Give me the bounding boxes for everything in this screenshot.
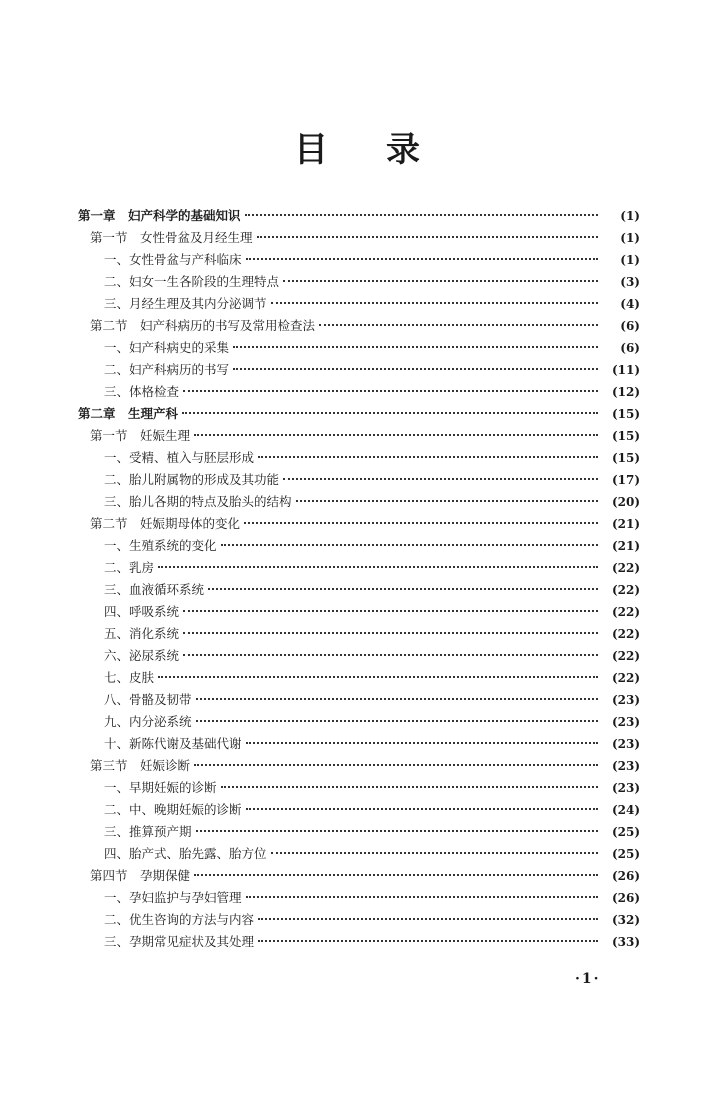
- toc-entry-label: 第二节 妊娠期母体的变化: [90, 516, 241, 531]
- dot-leader: [245, 214, 598, 216]
- toc-entry-item: [78, 887, 640, 909]
- dot-leader: [283, 478, 598, 480]
- toc-entry-label: 七、皮肤: [104, 670, 155, 685]
- dot-leader: [183, 632, 598, 634]
- toc-entry-page: (1): [620, 209, 640, 223]
- toc-entry-page: (15): [611, 429, 640, 443]
- toc-entry-item: [78, 645, 640, 667]
- toc-entry-page: (23): [611, 737, 640, 751]
- toc-entry-item: [78, 821, 640, 843]
- toc-entry-page: (6): [620, 341, 640, 355]
- toc-entry-label: 二、胎儿附属物的形成及其功能: [104, 472, 280, 487]
- dot-leader: [196, 830, 598, 832]
- dot-leader: [194, 764, 598, 766]
- toc-entry-item: [78, 381, 640, 403]
- dot-leader: [233, 368, 598, 370]
- dot-leader: [196, 720, 598, 722]
- toc-entry-label: 第三节 妊娠诊断: [90, 758, 191, 773]
- toc-entry-item: [78, 469, 640, 491]
- toc-entry-label: 六、泌尿系统: [104, 648, 180, 663]
- dot-leader: [233, 346, 598, 348]
- dot-leader: [183, 390, 598, 392]
- toc-entry-page: (33): [611, 935, 640, 949]
- dot-leader: [257, 236, 598, 238]
- dot-leader: [271, 302, 598, 304]
- dot-leader: [182, 412, 598, 414]
- dot-leader: [194, 874, 598, 876]
- toc-entry-page: (25): [611, 847, 640, 861]
- toc-entry-chapter: [78, 205, 640, 227]
- dot-leader: [183, 610, 598, 612]
- toc-entry-page: (22): [611, 561, 640, 575]
- toc-entry-label: 一、妇产科病史的采集: [104, 340, 230, 355]
- dot-leader: [246, 896, 598, 898]
- toc-entry-page: (23): [611, 759, 640, 773]
- toc-entry-page: (12): [611, 385, 640, 399]
- toc-entry-page: (22): [611, 627, 640, 641]
- dot-leader: [221, 544, 598, 546]
- dot-leader: [196, 698, 598, 700]
- toc-entry-item: [78, 359, 640, 381]
- toc-entry-item: [78, 909, 640, 931]
- toc-entry-item: [78, 249, 640, 271]
- dot-leader: [244, 522, 598, 524]
- toc-entry-page: (21): [611, 517, 640, 531]
- toc-entry-section: [78, 755, 640, 777]
- dot-leader: [258, 918, 598, 920]
- toc-entry-page: (21): [611, 539, 640, 553]
- toc-entry-section: [78, 315, 640, 337]
- toc-entry-label: 第一章 妇产科学的基础知识: [78, 208, 241, 223]
- dot-leader: [271, 852, 598, 854]
- toc-entry-page: (20): [611, 495, 640, 509]
- toc-entry-label: 三、月经生理及其内分泌调节: [104, 296, 267, 311]
- toc-entry-label: 三、血液循环系统: [104, 582, 205, 597]
- toc-entry-page: (15): [611, 407, 640, 421]
- dot-leader: [158, 566, 598, 568]
- dot-leader: [258, 940, 598, 942]
- toc-entry-page: (26): [611, 891, 640, 905]
- toc-entry-item: [78, 601, 640, 623]
- toc-entry-section: [78, 425, 640, 447]
- dot-leader: [258, 456, 598, 458]
- toc-entry-item: [78, 689, 640, 711]
- dot-leader: [283, 280, 598, 282]
- toc-entry-label: 一、女性骨盆与产科临床: [104, 252, 242, 267]
- toc-entry-page: (23): [611, 693, 640, 707]
- toc-entry-label: 第一节 女性骨盆及月经生理: [90, 230, 253, 245]
- toc-entry-item: [78, 557, 640, 579]
- dot-leader: [194, 434, 598, 436]
- dot-leader: [246, 742, 598, 744]
- toc-entry-page: (11): [611, 363, 640, 377]
- toc-entry-label: 四、胎产式、胎先露、胎方位: [104, 846, 267, 861]
- toc-entry-label: 二、中、晚期妊娠的诊断: [104, 802, 242, 817]
- toc-entry-label: 第二节 妇产科病历的书写及常用检查法: [90, 318, 316, 333]
- toc-entry-label: 三、孕期常见症状及其处理: [104, 934, 255, 949]
- toc-entry-label: 五、消化系统: [104, 626, 180, 641]
- toc-entry-item: [78, 733, 640, 755]
- dot-leader: [158, 676, 598, 678]
- toc-entry-item: [78, 535, 640, 557]
- toc-entry-label: 三、推算预产期: [104, 824, 192, 839]
- toc-entry-label: 一、早期妊娠的诊断: [104, 780, 217, 795]
- toc-entry-page: (1): [620, 231, 640, 245]
- toc-entry-item: [78, 293, 640, 315]
- toc-entry-item: [78, 799, 640, 821]
- toc-entry-item: [78, 447, 640, 469]
- toc-entry-page: (32): [611, 913, 640, 927]
- dot-leader: [319, 324, 598, 326]
- toc-entry-page: (22): [611, 605, 640, 619]
- toc-entry-label: 二、优生咨询的方法与内容: [104, 912, 255, 927]
- toc-entry-page: (6): [620, 319, 640, 333]
- toc-entry-page: (15): [611, 451, 640, 465]
- toc-entry-label: 九、内分泌系统: [104, 714, 192, 729]
- toc-entry-page: (1): [620, 253, 640, 267]
- toc-entry-item: [78, 337, 640, 359]
- toc-entry-item: [78, 843, 640, 865]
- toc-entry-page: (22): [611, 583, 640, 597]
- toc-entry-label: 十、新陈代谢及基础代谢: [104, 736, 242, 751]
- toc-entry-page: (4): [620, 297, 640, 311]
- toc-entry-label: 一、受精、植入与胚层形成: [104, 450, 255, 465]
- toc-entry-page: (3): [620, 275, 640, 289]
- toc-entry-page: (26): [611, 869, 640, 883]
- toc-entry-item: [78, 491, 640, 513]
- toc-entry-page: (25): [611, 825, 640, 839]
- toc-entry-item: [78, 711, 640, 733]
- table-of-contents: [78, 205, 640, 953]
- page-number: ·1·: [575, 971, 601, 987]
- toc-entry-label: 八、骨骼及韧带: [104, 692, 192, 707]
- toc-entry-section: [78, 513, 640, 535]
- toc-entry-label: 三、胎儿各期的特点及胎头的结构: [104, 494, 292, 509]
- dot-leader: [208, 588, 598, 590]
- page-title: 目录: [294, 130, 478, 170]
- toc-entry-item: [78, 931, 640, 953]
- toc-entry-chapter: [78, 403, 640, 425]
- dot-leader: [246, 808, 598, 810]
- toc-entry-label: 二、乳房: [104, 560, 155, 575]
- toc-entry-item: [78, 271, 640, 293]
- toc-entry-label: 三、体格检查: [104, 384, 180, 399]
- toc-entry-item: [78, 777, 640, 799]
- toc-entry-section: [78, 227, 640, 249]
- toc-entry-page: (23): [611, 715, 640, 729]
- toc-entry-label: 二、妇女一生各阶段的生理特点: [104, 274, 280, 289]
- toc-entry-section: [78, 865, 640, 887]
- toc-entry-label: 四、呼吸系统: [104, 604, 180, 619]
- toc-entry-page: (23): [611, 781, 640, 795]
- toc-entry-label: 第四节 孕期保健: [90, 868, 191, 883]
- dot-leader: [246, 258, 598, 260]
- toc-entry-item: [78, 667, 640, 689]
- toc-entry-page: (22): [611, 649, 640, 663]
- toc-entry-item: [78, 623, 640, 645]
- toc-entry-label: 一、孕妇监护与孕妇管理: [104, 890, 242, 905]
- toc-entry-page: (17): [611, 473, 640, 487]
- toc-entry-page: (22): [611, 671, 640, 685]
- toc-entry-label: 一、生殖系统的变化: [104, 538, 217, 553]
- toc-entry-label: 二、妇产科病历的书写: [104, 362, 230, 377]
- dot-leader: [183, 654, 598, 656]
- toc-entry-label: 第二章 生理产科: [78, 406, 179, 421]
- dot-leader: [296, 500, 598, 502]
- toc-entry-label: 第一节 妊娠生理: [90, 428, 191, 443]
- toc-entry-item: [78, 579, 640, 601]
- dot-leader: [221, 786, 598, 788]
- toc-entry-page: (24): [611, 803, 640, 817]
